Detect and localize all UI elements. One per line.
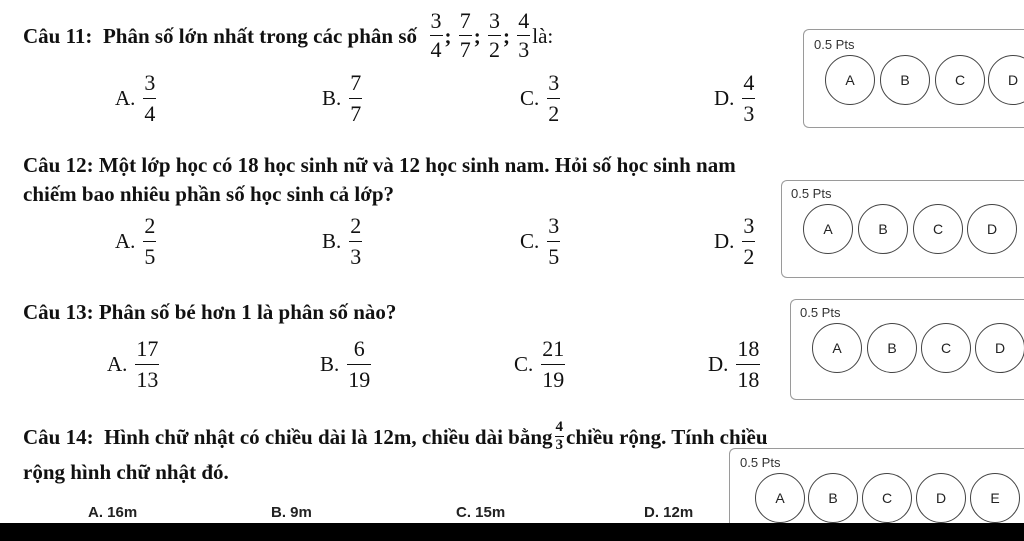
- q14-option-a[interactable]: A. 16m: [88, 504, 138, 521]
- q11-bubble-c[interactable]: C: [935, 55, 985, 105]
- question-11-suffix: là:: [532, 23, 554, 48]
- question-11-fraction-3: $\frac{3}{2}$: [489, 8, 501, 62]
- question-14-label: Câu 14:: [23, 424, 94, 449]
- question-14-prompt-cont: chiều rộng. Tính chiều: [566, 424, 768, 449]
- q11-option-a[interactable]: [115, 72, 158, 125]
- question-11-fraction-1: $\frac{3}{4}$: [430, 8, 442, 62]
- bottom-black-bar: [0, 523, 1024, 541]
- question-13-text: [23, 300, 396, 324]
- separator: ;: [473, 23, 481, 48]
- q11-points: 0.5 Pts: [814, 37, 855, 52]
- option-fraction: $\frac{7}{7}$: [350, 70, 362, 126]
- option-fraction: $\frac{2}{5}$: [144, 213, 156, 269]
- q14-bubble-e[interactable]: E: [970, 473, 1020, 523]
- q14-bubble-a[interactable]: A: [755, 473, 805, 523]
- q12-bubble-b[interactable]: B: [858, 204, 908, 254]
- q12-option-d[interactable]: [714, 215, 757, 268]
- q14-points: 0.5 Pts: [740, 455, 781, 470]
- q11-bubble-d[interactable]: D: [988, 55, 1024, 105]
- q11-bubble-a[interactable]: A: [825, 55, 875, 105]
- question-12-label: Câu 12:: [23, 153, 94, 177]
- q14-bubble-c[interactable]: C: [862, 473, 912, 523]
- q13-bubble-c[interactable]: C: [921, 323, 971, 373]
- q13-bubble-d[interactable]: D: [975, 323, 1024, 373]
- q12-option-b[interactable]: [322, 215, 364, 268]
- q12-bubble-a[interactable]: A: [803, 204, 853, 254]
- question-12-prompt: Một lớp học có 18 học sinh nữ và 12 học sinh nam. Hỏi số học sinh nam: [98, 153, 736, 177]
- q12-option-a[interactable]: [115, 215, 158, 268]
- option-letter: B.: [322, 229, 342, 253]
- q13-option-c[interactable]: [514, 338, 567, 391]
- q11-option-d[interactable]: [714, 72, 757, 125]
- question-14-line-2: rộng hình chữ nhật đó.: [23, 460, 229, 484]
- question-11-prompt: Phân số lớn nhất trong các phân số: [102, 23, 418, 48]
- question-13-label: Câu 13:: [23, 300, 94, 324]
- q13-bubble-b[interactable]: B: [867, 323, 917, 373]
- q13-points: 0.5 Pts: [800, 305, 841, 320]
- option-fraction: $\frac{17}{13}$: [136, 336, 159, 392]
- question-11-label: Câu 11:: [23, 23, 93, 48]
- option-fraction: $\frac{3}{5}$: [548, 213, 560, 269]
- option-letter: A.: [115, 229, 136, 253]
- option-fraction: $\frac{3}{4}$: [144, 70, 156, 126]
- option-letter: D.: [714, 86, 735, 110]
- q14-bubble-b[interactable]: B: [808, 473, 858, 523]
- option-letter: B.: [322, 86, 342, 110]
- option-letter: D.: [708, 352, 729, 376]
- option-letter: D.: [714, 229, 735, 253]
- q14-option-b[interactable]: B. 9m: [271, 504, 312, 521]
- option-letter: B.: [320, 352, 340, 376]
- separator: ;: [444, 23, 452, 48]
- question-11-fraction-2: $\frac{7}{7}$: [459, 8, 471, 62]
- q11-option-b[interactable]: [322, 72, 364, 125]
- option-fraction: $\frac{6}{19}$: [348, 336, 371, 392]
- option-letter: C.: [520, 229, 540, 253]
- separator: ;: [503, 23, 511, 48]
- option-letter: C.: [520, 86, 540, 110]
- question-12-line-1: [23, 153, 736, 177]
- q11-bubble-b[interactable]: B: [880, 55, 930, 105]
- q12-bubble-d[interactable]: D: [967, 204, 1017, 254]
- q13-option-d[interactable]: [708, 338, 762, 391]
- option-fraction: $\frac{21}{19}$: [542, 336, 565, 392]
- q14-bubble-d[interactable]: D: [916, 473, 966, 523]
- question-11-fraction-4: $\frac{4}{3}$: [518, 8, 530, 62]
- q12-bubble-c[interactable]: C: [913, 204, 963, 254]
- q13-option-b[interactable]: [320, 338, 373, 391]
- q11-option-c[interactable]: [520, 72, 562, 125]
- q13-option-a[interactable]: [107, 338, 161, 391]
- q13-bubble-a[interactable]: A: [812, 323, 862, 373]
- option-letter: C.: [514, 352, 534, 376]
- question-14-prompt: Hình chữ nhật có chiều dài là 12m, chiều dài bằng: [104, 424, 553, 449]
- option-fraction: $\frac{3}{2}$: [743, 213, 755, 269]
- option-fraction: $\frac{4}{3}$: [743, 70, 755, 126]
- question-11-text: [23, 10, 553, 61]
- question-14-line-1: [23, 420, 768, 453]
- q14-option-d[interactable]: D. 12m: [644, 504, 694, 521]
- option-fraction: $\frac{3}{2}$: [548, 70, 560, 126]
- q12-points: 0.5 Pts: [791, 186, 832, 201]
- question-13-prompt: Phân số bé hơn 1 là phân số nào?: [98, 300, 397, 324]
- question-12-line-2: chiếm bao nhiêu phần số học sinh cả lớp?: [23, 182, 395, 206]
- option-letter: A.: [115, 86, 136, 110]
- q14-option-c[interactable]: C. 15m: [456, 504, 506, 521]
- option-fraction: $\frac{18}{18}$: [737, 336, 760, 392]
- option-fraction: $\frac{2}{3}$: [350, 213, 362, 269]
- option-letter: A.: [107, 352, 128, 376]
- question-14-fraction: $\frac{4}{3}$: [555, 419, 564, 453]
- q12-option-c[interactable]: [520, 215, 562, 268]
